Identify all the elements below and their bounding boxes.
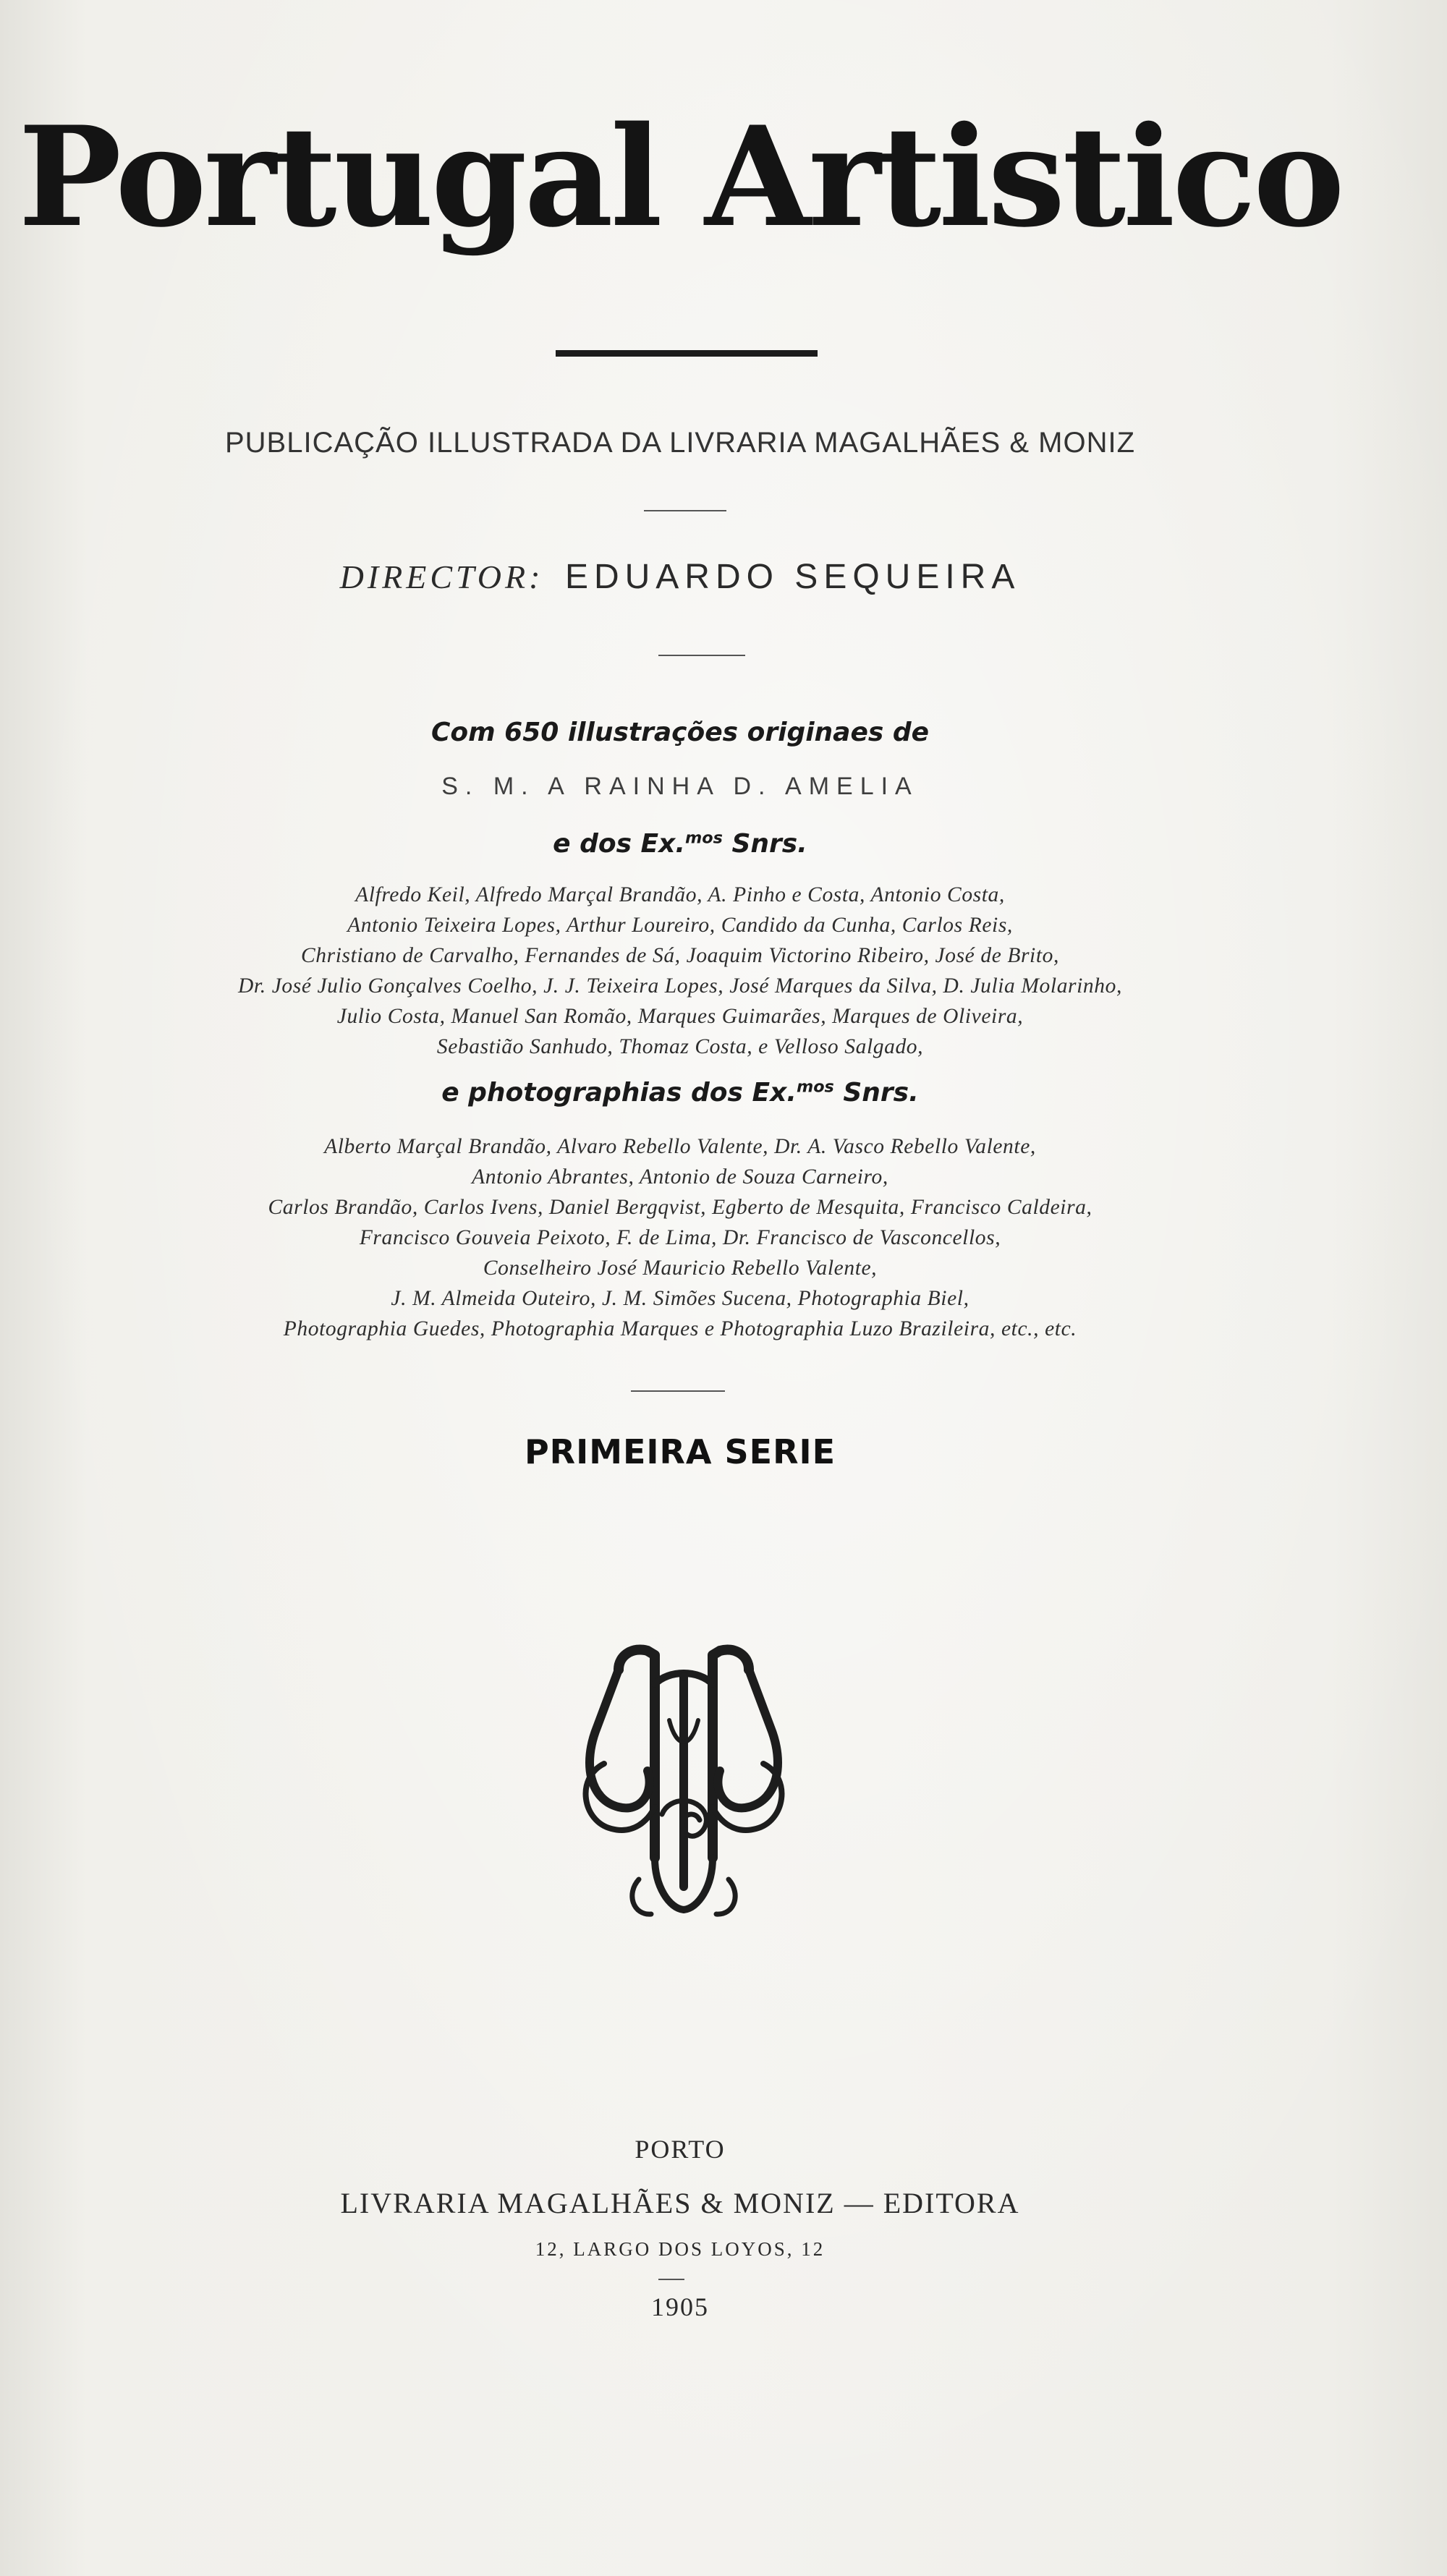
photographer-line: Carlos Brandão, Carlos Ivens, Daniel Bergqvist, Egberto de Mesquita, Francisco Caldeira, [268,1196,1092,1219]
photographer-line: Conselheiro José Mauricio Rebello Valente, [483,1257,878,1280]
artists-heading-prefix: e dos Ex. [553,829,686,859]
title-rule [556,350,818,357]
photographers-heading [0,1078,1360,1108]
artist-line: Antonio Teixeira Lopes, Arthur Loureiro, Candido da Cunha, Carlos Reis, [347,914,1013,937]
artist-line: Dr. José Julio Gonçalves Coelho, J. J. Teixeira Lopes, José Marques da Silva, D. Julia Molarinho, [238,974,1122,998]
artist-line: Sebastião Sanhudo, Thomaz Costa, e Velloso Salgado, [436,1035,924,1058]
imprint-year: 1905 [651,2292,709,2321]
photographers-heading-sup: mos [796,1077,834,1097]
director-name: EDUARDO SEQUEIRA [564,558,1021,596]
imprint-publisher: LIVRARIA MAGALHÃES & MONIZ — EDITORA [340,2187,1020,2219]
director-label: DIRECTOR: [339,558,544,595]
imprint-address: 12, LARGO DOS LOYOS, 12 [535,2238,826,2260]
queen-credit: S. M. A RAINHA D. AMELIA [441,773,919,800]
photographers-list [0,1131,1360,1344]
divider [658,655,745,656]
photographer-line: Antonio Abrantes, Antonio de Souza Carneiro, [472,1165,888,1189]
imprint-city: PORTO [635,2135,726,2164]
divider [631,1390,725,1392]
photographer-line: Francisco Gouveia Peixoto, F. de Lima, Dr. Francisco de Vasconcellos, [359,1226,1001,1249]
page-title: Portugal Artistico [18,96,1342,258]
artist-line: Julio Costa, Manuel San Romão, Marques Guimarães, Marques de Oliveira, [336,1005,1024,1028]
publisher-monogram-icon [575,1641,792,1924]
divider [644,510,726,511]
illustrations-heading: Com 650 illustrações originaes de [430,718,930,747]
artist-line: Alfredo Keil, Alfredo Marçal Brandão, A. Pinho e Costa, Antonio Costa, [355,883,1005,906]
photographers-heading-prefix: e photographias dos Ex. [441,1078,797,1108]
photographer-line: Alberto Marçal Brandão, Alvaro Rebello Valente, Dr. A. Vasco Rebello Valente, [324,1135,1036,1158]
artist-line: Christiano de Carvalho, Fernandes de Sá, Joaquim Victorino Ribeiro, José de Brito, [301,944,1059,967]
artists-heading-suffix: Snrs. [731,829,807,859]
photographers-heading-suffix: Snrs. [843,1078,919,1108]
director-line [0,557,1360,597]
series-title: PRIMEIRA SERIE [524,1432,836,1471]
subtitle: PUBLICAÇÃO ILLUSTRADA DA LIVRARIA MAGALHÃES & MONIZ [224,427,1135,459]
photographer-line: J. M. Almeida Outeiro, J. M. Simões Sucena, Photographia Biel, [391,1287,969,1310]
photographer-line: Photographia Guedes, Photographia Marques e Photographia Luzo Brazileira, etc., etc. [283,1317,1077,1340]
artists-heading [0,829,1360,859]
artists-heading-sup: mos [685,828,723,848]
artists-list [0,880,1360,1062]
divider [658,2279,684,2280]
